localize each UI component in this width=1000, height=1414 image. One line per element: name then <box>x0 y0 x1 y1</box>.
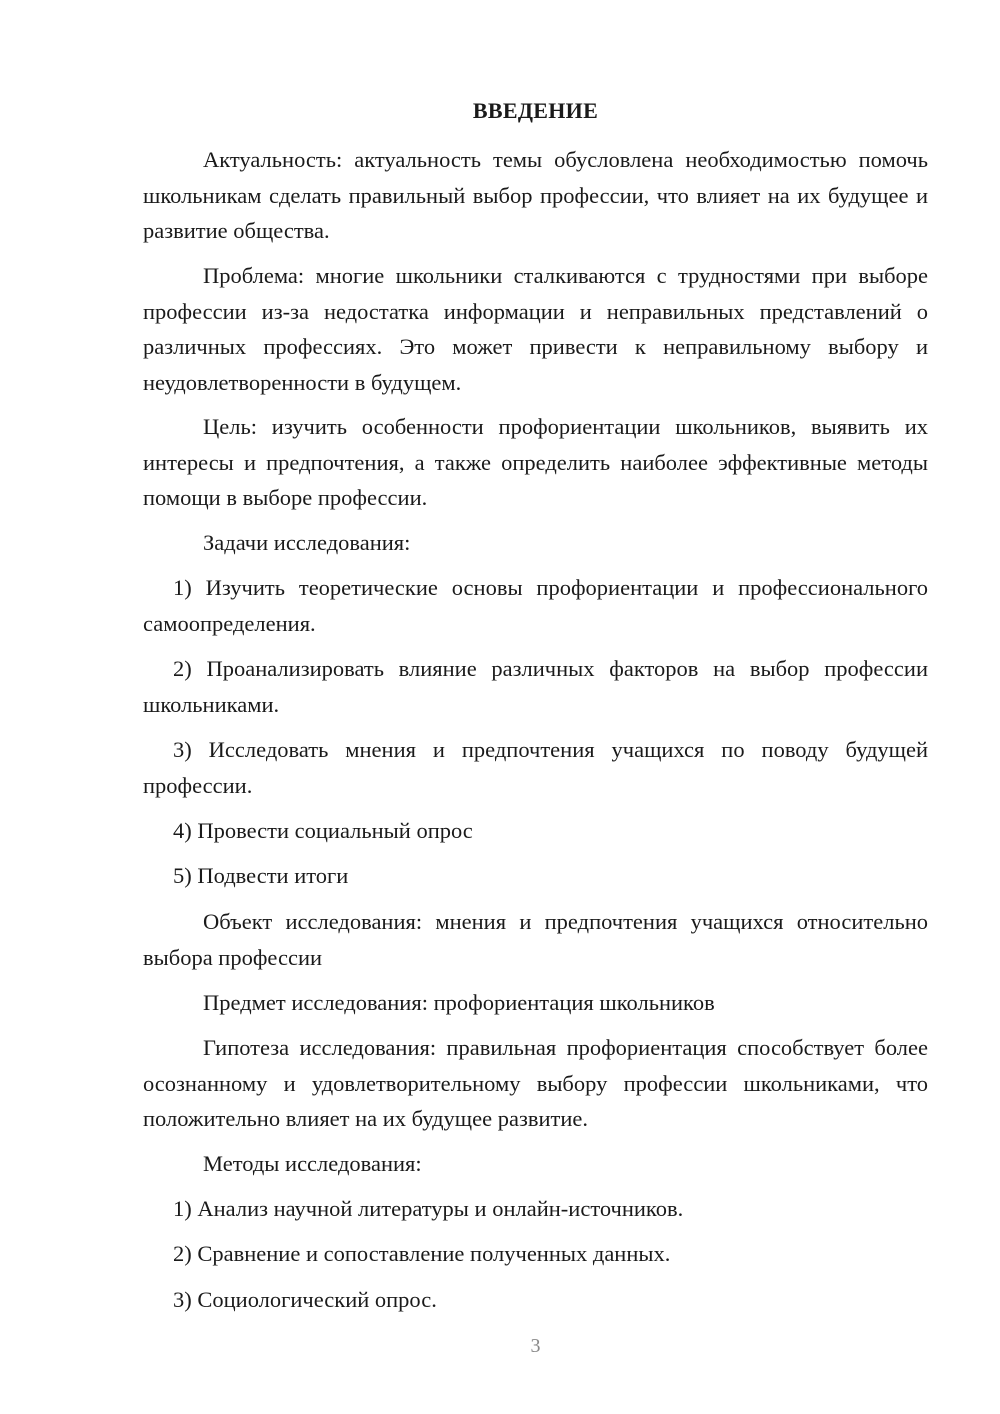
task-item-5: 5) Подвести итоги <box>173 863 349 888</box>
paragraph-goal: Цель: изучить особенности профориентации школьников, выявить их интересы и предпочтения, а также определить наиболее эффективные методы помощи в выборе профессии. <box>143 414 928 510</box>
paragraph-methods-heading: Методы исследования: <box>203 1151 422 1176</box>
paragraph-relevance: Актуальность: актуальность темы обусловлена необходимостью помочь школьникам сделать правильный выбор профессии, что влияет на их будущее и развитие общества. <box>143 147 928 243</box>
paragraph-subject: Предмет исследования: профориентация школьников <box>203 990 715 1015</box>
paragraph-hypothesis: Гипотеза исследования: правильная профориентация способствует более осознанному и удовлетворительному выбору профессии школьниками, что положительно влияет на их будущее развитие. <box>143 1035 928 1131</box>
method-item-2: 2) Сравнение и сопоставление полученных данных. <box>173 1241 671 1266</box>
paragraph-tasks-heading: Задачи исследования: <box>203 530 411 555</box>
section-title: ВВЕДЕНИЕ <box>472 98 599 123</box>
method-item-1: 1) Анализ научной литературы и онлайн-источников. <box>173 1196 684 1221</box>
task-item-4: 4) Провести социальный опрос <box>173 818 473 843</box>
task-item-2: 2) Проанализировать влияние различных факторов на выбор профессии школьниками. <box>143 656 928 717</box>
paragraph-object: Объект исследования: мнения и предпочтения учащихся относительно выбора профессии <box>143 909 928 970</box>
paragraph-problem: Проблема: многие школьники сталкиваются с трудностями при выборе профессии из-за недостатка информации и неправильных представлений о различных профессиях. Это может привести к неправильному выбору и неудовлетворенности в будущем. <box>143 263 928 395</box>
page-number: 3 <box>530 1335 541 1357</box>
task-item-1: 1) Изучить теоретические основы профориентации и профессионального самоопределения. <box>143 575 928 636</box>
task-item-3: 3) Исследовать мнения и предпочтения учащихся по поводу будущей профессии. <box>143 737 928 798</box>
document-page <box>143 0 928 1414</box>
method-item-3: 3) Социологический опрос. <box>173 1287 437 1312</box>
